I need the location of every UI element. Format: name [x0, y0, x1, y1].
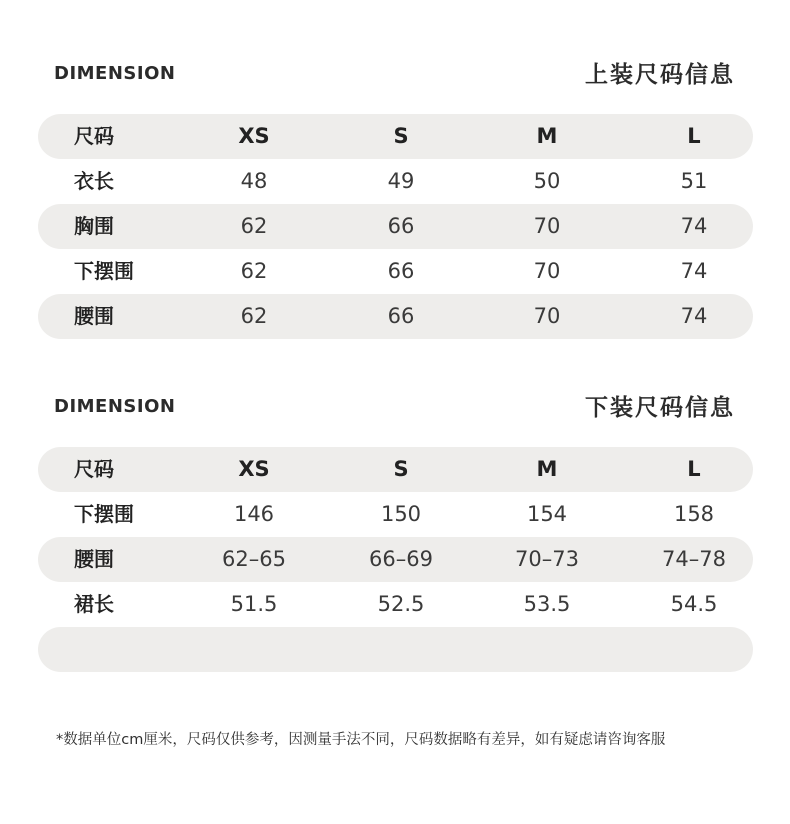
- table-cell: 62: [240, 214, 268, 238]
- size-s-header: S: [393, 457, 409, 481]
- row-label: [74, 627, 184, 672]
- row-label: 腰围: [74, 304, 114, 328]
- table-cell: 146: [233, 502, 275, 526]
- table-row: [38, 204, 753, 249]
- table-cell: 70: [533, 304, 561, 328]
- row-label: 下摆围: [74, 502, 134, 526]
- table-cell: 70: [533, 214, 561, 238]
- table-cell: [341, 627, 461, 672]
- table-cell: 49: [387, 169, 415, 193]
- table-cell: 51.5: [230, 592, 278, 616]
- header-label: 尺码: [74, 457, 114, 481]
- size-l-header: L: [687, 124, 701, 148]
- top-size-section: [38, 56, 753, 328]
- bottom-size-section: [38, 389, 753, 616]
- table-cell: [634, 627, 754, 672]
- size-m-header: M: [536, 124, 558, 148]
- table-cell: 48: [240, 169, 268, 193]
- row-label: 衣长: [74, 169, 114, 193]
- table-cell: 62: [240, 259, 268, 283]
- table-cell: 53.5: [523, 592, 571, 616]
- size-xs-header: XS: [238, 457, 270, 481]
- table-cell: 74: [680, 259, 708, 283]
- table-cell: 70–73: [515, 547, 579, 571]
- table-header-row: [38, 447, 753, 492]
- table-row: [38, 294, 753, 339]
- table-cell: 66: [387, 304, 415, 328]
- table-cell: 154: [526, 502, 568, 526]
- table-cell: 54.5: [670, 592, 718, 616]
- table-cell: [487, 627, 607, 672]
- table-cell: 51: [680, 169, 708, 193]
- row-label: 腰围: [74, 547, 114, 571]
- table-cell: 62–65: [222, 547, 286, 571]
- section-header: [38, 389, 753, 425]
- table-cell: 70: [533, 259, 561, 283]
- table-cell: 52.5: [377, 592, 425, 616]
- brand-label: DIMENSION: [54, 63, 176, 84]
- table-cell: 74: [680, 214, 708, 238]
- size-m-header: M: [536, 457, 558, 481]
- table-cell: 66–69: [369, 547, 433, 571]
- table-row: [38, 537, 753, 582]
- table-row: [38, 582, 753, 627]
- bottom-size-table: [38, 447, 753, 672]
- size-s-header: S: [393, 124, 409, 148]
- table-cell: 74: [680, 304, 708, 328]
- measurement-note: *数据单位cm厘米，尺码仅供参考，因测量手法不同，尺码数据略有差异，如有疑虑请咨询客服: [56, 732, 666, 748]
- size-xs-header: XS: [238, 124, 270, 148]
- table-header-row: [38, 114, 753, 159]
- table-cell: 62: [240, 304, 268, 328]
- table-cell: [194, 627, 314, 672]
- table-cell: 74–78: [662, 547, 726, 571]
- table-row: [38, 249, 753, 294]
- table-cell: 66: [387, 259, 415, 283]
- top-size-table: [38, 114, 753, 339]
- row-label: 下摆围: [74, 259, 134, 283]
- table-row: [38, 492, 753, 537]
- table-cell: 66: [387, 214, 415, 238]
- section-title: 上装尺码信息: [585, 62, 735, 88]
- section-header: [38, 56, 753, 92]
- brand-label: DIMENSION: [54, 396, 176, 417]
- table-row-empty: [38, 627, 753, 672]
- table-cell: 50: [533, 169, 561, 193]
- row-label: 胸围: [74, 214, 114, 238]
- table-cell: 150: [380, 502, 422, 526]
- header-label: 尺码: [74, 124, 114, 148]
- table-cell: 158: [673, 502, 715, 526]
- row-label: 裙长: [74, 592, 114, 616]
- table-row: [38, 159, 753, 204]
- size-l-header: L: [687, 457, 701, 481]
- section-title: 下装尺码信息: [585, 395, 735, 421]
